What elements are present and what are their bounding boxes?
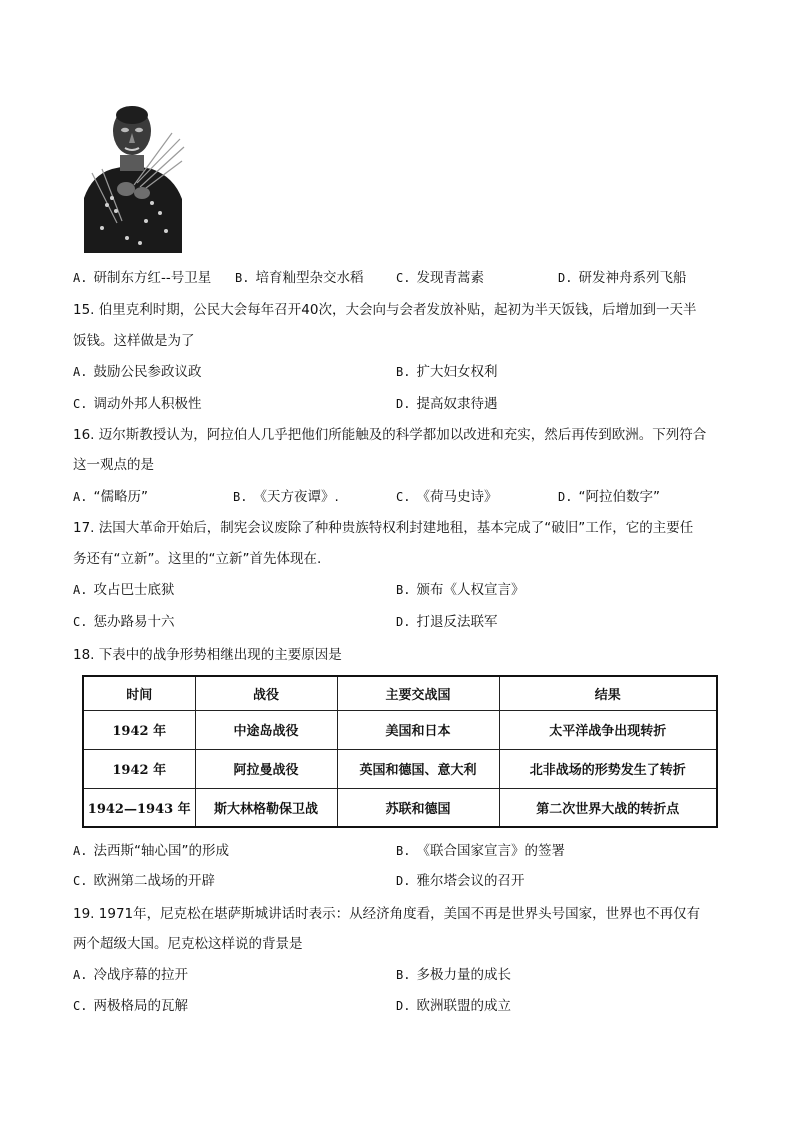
portrait-image — [82, 103, 185, 253]
table-header-cell: 战役 — [195, 676, 337, 710]
option-label: A. — [73, 271, 88, 285]
option-label: C. — [73, 999, 88, 1013]
option-text: 打退反法联军 — [416, 614, 498, 630]
option-text: 雅尔塔会议的召开 — [416, 873, 525, 889]
option-label: D. — [558, 271, 573, 285]
q15-options-row1 — [73, 362, 733, 382]
option-label: C. — [396, 271, 411, 285]
option-text: 欧洲联盟的成立 — [416, 998, 511, 1014]
option-label: B. — [396, 844, 411, 858]
q16-stem-line2: 这一观点的是 — [73, 457, 154, 473]
option-label: B. — [396, 583, 411, 597]
q19-option-d[interactable] — [396, 996, 511, 1016]
option-text: 法西斯“轴心国”的形成 — [93, 843, 229, 859]
q16-options — [73, 487, 733, 507]
option-label: A. — [73, 583, 88, 597]
option-text: 颁布《人权宣言》 — [416, 582, 525, 598]
option-text: “阿拉伯数字” — [578, 489, 660, 505]
table-cell: 第二次世界大战的转折点 — [499, 788, 717, 827]
table-cell: 阿拉曼战役 — [195, 749, 337, 788]
option-label: D. — [396, 874, 411, 888]
q18-option-c[interactable] — [73, 871, 215, 891]
q18-options-row2 — [73, 871, 733, 891]
option-label: D. — [396, 397, 411, 411]
option-label: A. — [73, 490, 88, 504]
q16-option-b[interactable] — [233, 487, 339, 507]
portrait-photo — [82, 103, 185, 253]
q19-options-row2 — [73, 996, 733, 1016]
q19-stem-line1: 19. 1971年，尼克松在堪萨斯城讲话时表示：从经济角度看，美国不再是世界头号国家，世界也不再仅有 — [73, 906, 701, 922]
table-row — [83, 749, 717, 788]
option-label: C. — [396, 490, 411, 504]
table-header-cell: 主要交战国 — [337, 676, 499, 710]
option-label: B. — [396, 365, 411, 379]
option-text: “儒略历” — [93, 489, 148, 505]
table-cell: 北非战场的形势发生了转折 — [499, 749, 717, 788]
option-text: 研发神舟系列飞船 — [578, 270, 687, 286]
q18-option-d[interactable] — [396, 871, 524, 891]
q15-options-row2 — [73, 394, 733, 414]
option-text: 两极格局的瓦解 — [93, 998, 188, 1014]
q15-option-b[interactable] — [396, 362, 497, 382]
q18-option-a[interactable] — [73, 841, 229, 861]
q16-option-a[interactable] — [73, 487, 148, 507]
q18-stem-line1: 18. 下表中的战争形势相继出现的主要原因是 — [73, 647, 342, 663]
option-label: B. — [235, 271, 250, 285]
table-cell: 1942 年 — [83, 749, 195, 788]
option-text: 调动外邦人积极性 — [93, 396, 202, 412]
option-label: D. — [558, 490, 573, 504]
option-text: 研制东方红--号卫星 — [93, 270, 212, 286]
table-header-row — [83, 676, 717, 710]
q14-option-b[interactable] — [235, 268, 363, 288]
option-label: B. — [396, 968, 411, 982]
q15-option-c[interactable] — [73, 394, 201, 414]
q17-stem-line2: 务还有“立新”。这里的“立新”首先体现在. — [73, 551, 322, 567]
table-header-cell: 时间 — [83, 676, 195, 710]
q19-options-row1 — [73, 965, 733, 985]
q17-option-b[interactable] — [396, 580, 524, 600]
q14-option-c[interactable] — [396, 268, 484, 288]
option-text: 《天方夜谭》. — [253, 489, 339, 505]
q16-stem-line1: 16. 迈尔斯教授认为，阿拉伯人几乎把他们所能触及的科学都加以改进和充实，然后再传到欧洲。下列符合 — [73, 427, 707, 443]
battle-table — [82, 675, 718, 828]
table-cell: 太平洋战争出现转折 — [499, 710, 717, 749]
option-text: 鼓励公民参政议政 — [93, 364, 202, 380]
option-text: 攻占巴士底狱 — [93, 582, 175, 598]
table-cell: 苏联和德国 — [337, 788, 499, 827]
table-row — [83, 710, 717, 749]
q15-option-a[interactable] — [73, 362, 201, 382]
q16-option-d[interactable] — [558, 487, 660, 507]
q14-option-d[interactable] — [558, 268, 686, 288]
table-row — [83, 788, 717, 827]
option-text: 培育籼型杂交水稻 — [255, 270, 364, 286]
q19-option-c[interactable] — [73, 996, 188, 1016]
option-label: C. — [73, 397, 88, 411]
option-label: B. — [233, 490, 248, 504]
option-text: 提高奴隶待遇 — [416, 396, 498, 412]
option-label: A. — [73, 968, 88, 982]
option-label: C. — [73, 874, 88, 888]
q17-options-row2 — [73, 612, 733, 632]
table-cell: 英国和德国、意大利 — [337, 749, 499, 788]
q18-options-row1 — [73, 841, 733, 861]
option-text: 惩办路易十六 — [93, 614, 175, 630]
q15-stem-line2: 饭钱。这样做是为了 — [73, 333, 195, 349]
table-header-cell: 结果 — [499, 676, 717, 710]
q14-option-a[interactable] — [73, 268, 211, 288]
option-text: 冷战序幕的拉开 — [93, 967, 188, 983]
battle-table-wrap — [82, 675, 716, 827]
option-label: A. — [73, 365, 88, 379]
table-cell: 斯大林格勒保卫战 — [195, 788, 337, 827]
option-label: D. — [396, 999, 411, 1013]
option-text: 多极力量的成长 — [416, 967, 511, 983]
table-cell: 1942—1943 年 — [83, 788, 195, 827]
table-cell: 1942 年 — [83, 710, 195, 749]
option-text: 发现青蒿素 — [416, 270, 484, 286]
q15-stem-line1: 15. 伯里克利时期，公民大会每年召开40次，大会向与会者发放补贴，起初为半天饭钱，后增加到一天半 — [73, 302, 697, 318]
q19-option-b[interactable] — [396, 965, 511, 985]
option-text: 《联合国家宣言》的签署 — [416, 843, 565, 859]
q17-option-d[interactable] — [396, 612, 497, 632]
option-label: D. — [396, 615, 411, 629]
option-text: 欧洲第二战场的开辟 — [93, 873, 215, 889]
option-text: 扩大妇女权利 — [416, 364, 498, 380]
q19-option-a[interactable] — [73, 965, 188, 985]
option-label: A. — [73, 844, 88, 858]
table-cell: 美国和日本 — [337, 710, 499, 749]
q17-option-a[interactable] — [73, 580, 174, 600]
q17-stem-line1: 17. 法国大革命开始后，制宪会议废除了种种贵族特权利封建地租，基本完成了“破旧”工作，它的主要任 — [73, 520, 694, 536]
q17-options-row1 — [73, 580, 733, 600]
q19-stem-line2: 两个超级大国。尼克松这样说的背景是 — [73, 936, 303, 952]
option-text: 《荷马史诗》 — [416, 489, 498, 505]
q15-option-d[interactable] — [396, 394, 497, 414]
q18-option-b[interactable] — [396, 841, 565, 861]
table-cell: 中途岛战役 — [195, 710, 337, 749]
option-label: C. — [73, 615, 88, 629]
q14-options — [73, 268, 733, 288]
q16-option-c[interactable] — [396, 487, 497, 507]
q17-option-c[interactable] — [73, 612, 174, 632]
